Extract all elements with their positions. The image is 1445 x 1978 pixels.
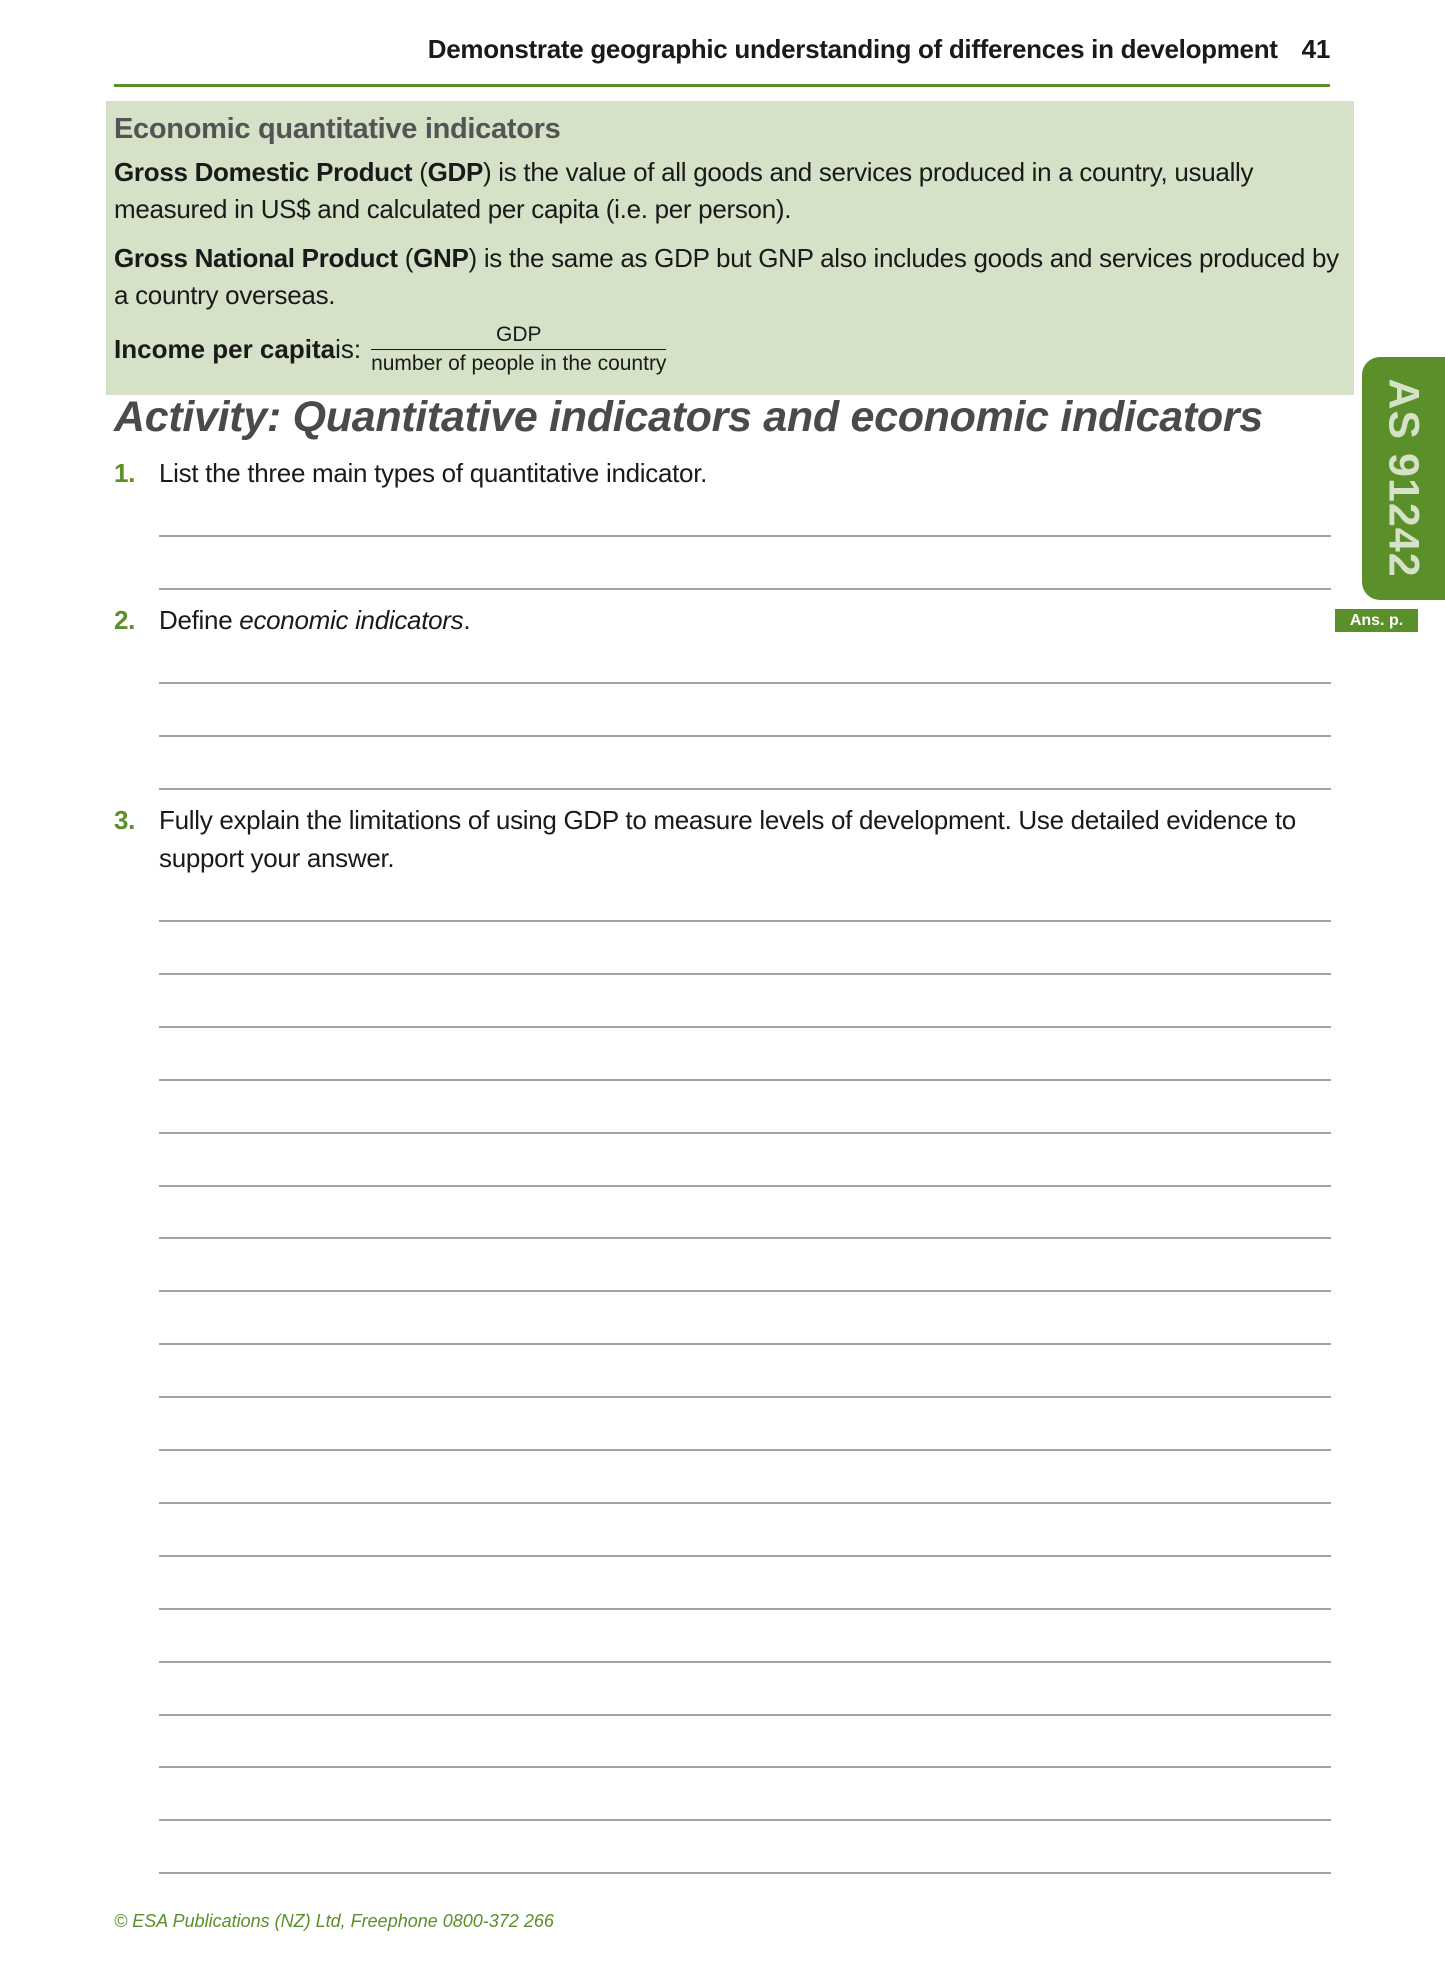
gdp-open-paren: (	[412, 157, 428, 187]
question-text-italic: economic indicators	[239, 605, 464, 635]
info-box	[106, 101, 1354, 395]
question-3	[114, 801, 1330, 877]
activity-title: Activity: Quantitative indicators and economic indicators	[114, 393, 1263, 441]
gnp-rest: ) is the same as GDP but GNP also includes goods and services produced by a country overseas.	[114, 243, 1339, 310]
question-number: 3.	[114, 805, 136, 835]
answer-line[interactable]	[159, 1132, 1331, 1134]
standard-label: AS 91242	[1379, 378, 1428, 578]
header-rule	[114, 84, 1330, 87]
running-header	[114, 34, 1330, 65]
answer-line[interactable]	[159, 1079, 1331, 1081]
income-formula	[114, 322, 1346, 377]
answer-line[interactable]	[159, 735, 1331, 737]
answer-line[interactable]	[159, 535, 1331, 537]
running-title: Demonstrate geographic understanding of differences in development	[427, 34, 1278, 64]
question-1	[114, 454, 1330, 492]
gnp-term: Gross National Product	[114, 243, 398, 273]
footer-copyright: © ESA Publications (NZ) Ltd, Freephone 0800-372 266	[114, 1911, 554, 1931]
answer-line[interactable]	[159, 588, 1331, 590]
income-is: is:	[335, 334, 362, 364]
question-text-start: Define	[159, 605, 240, 635]
answer-line[interactable]	[159, 1237, 1331, 1239]
answer-line[interactable]	[159, 1608, 1331, 1610]
answer-line[interactable]	[159, 682, 1331, 684]
gnp-open-paren: (	[397, 243, 414, 273]
answer-line[interactable]	[159, 1714, 1331, 1716]
standard-side-tab	[1362, 357, 1445, 600]
income-term: Income per capita	[114, 334, 336, 364]
answer-line[interactable]	[159, 1343, 1331, 1345]
info-box-heading: Economic quantitative indicators	[114, 113, 561, 145]
answer-line[interactable]	[159, 973, 1331, 975]
answer-line[interactable]	[159, 1819, 1331, 1821]
answer-line[interactable]	[159, 1661, 1331, 1663]
answer-line[interactable]	[159, 1026, 1331, 1028]
answer-line[interactable]	[159, 1290, 1331, 1292]
page-number: 41	[1301, 34, 1330, 64]
answer-line[interactable]	[159, 1872, 1331, 1874]
answer-page-reference: Ans. p. 105	[1335, 609, 1418, 632]
fraction-numerator: GDP	[371, 322, 666, 350]
gdp-abbr: GDP	[427, 157, 484, 187]
gdp-term: Gross Domestic Product	[114, 157, 413, 187]
fraction-denominator: number of people in the country	[371, 352, 667, 375]
income-fraction	[371, 322, 666, 377]
question-2	[114, 601, 1330, 639]
question-text: Fully explain the limitations of using GDP to measure levels of development. Use detailed evidence to support your answer.	[159, 805, 1296, 873]
answer-line[interactable]	[159, 1396, 1331, 1398]
answer-line[interactable]	[159, 1555, 1331, 1557]
question-number: 1.	[114, 458, 136, 488]
answer-line[interactable]	[159, 1502, 1331, 1504]
question-text	[159, 601, 1330, 639]
question-text-end: .	[463, 605, 471, 635]
question-text: List the three main types of quantitative indicator.	[159, 458, 708, 488]
answer-line[interactable]	[159, 920, 1331, 922]
answer-line[interactable]	[159, 1766, 1331, 1768]
gdp-definition	[114, 154, 1346, 228]
gnp-definition	[114, 240, 1346, 314]
answer-line[interactable]	[159, 1185, 1331, 1187]
question-number: 2.	[114, 605, 136, 635]
gdp-rest: ) is the value of all goods and services produced in a country, usually measured in US$ and calculated per capita (i.e. per person).	[114, 157, 1254, 224]
answer-line[interactable]	[159, 788, 1331, 790]
answer-line[interactable]	[159, 1449, 1331, 1451]
gnp-abbr: GNP	[413, 243, 469, 273]
